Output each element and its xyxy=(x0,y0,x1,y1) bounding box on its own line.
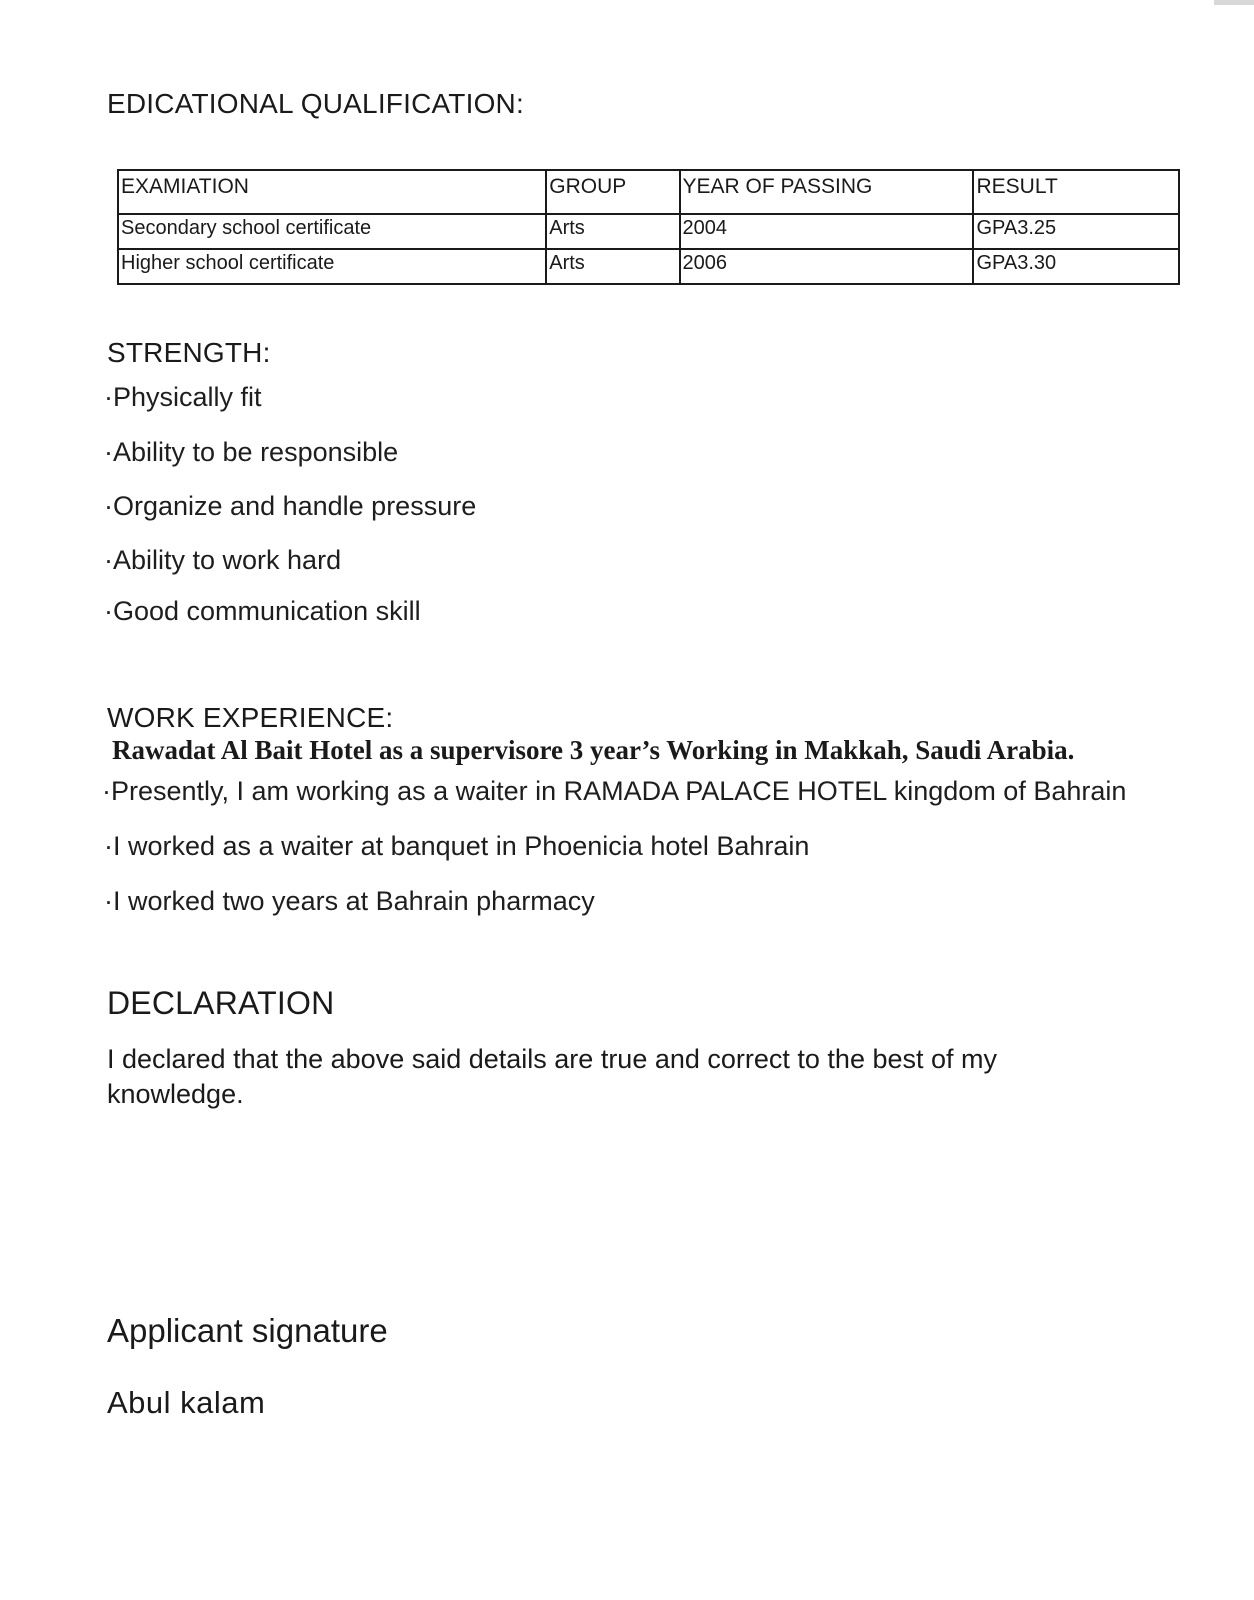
strength-item: ·Physically fit xyxy=(104,382,262,412)
column-header-group: GROUP xyxy=(546,170,679,214)
table-header-row xyxy=(118,170,1179,214)
declaration-text: I declared that the above said details are true and correct to the best of my knowledge. xyxy=(107,1044,998,1109)
table-cell-examination: Higher school certificate xyxy=(118,249,546,284)
corner-mark xyxy=(1214,0,1254,5)
declaration-heading: DECLARATION xyxy=(107,985,335,1021)
work-item: ·I worked as a waiter at banquet in Phoenicia hotel Bahrain xyxy=(104,831,810,861)
table-cell-examination: Secondary school certificate xyxy=(118,214,546,249)
table-cell-result: GPA3.25 xyxy=(973,214,1179,249)
work-item: ·I worked two years at Bahrain pharmacy xyxy=(104,886,595,916)
table-cell-group: Arts xyxy=(546,214,679,249)
education-heading: EDICATIONAL QUALIFICATION: xyxy=(107,88,524,119)
strength-item: ·Ability to work hard xyxy=(104,545,342,575)
work-item: ·Presently, I am working as a waiter in RAMADA PALACE HOTEL kingdom of Bahrain xyxy=(102,776,1127,806)
work-heading: WORK EXPERIENCE: xyxy=(107,702,394,733)
applicant-name: Abul kalam xyxy=(107,1385,266,1420)
education-table xyxy=(117,169,1180,285)
table-cell-year: 2006 xyxy=(680,249,974,284)
table-cell-result: GPA3.30 xyxy=(973,249,1179,284)
signature-label: Applicant signature xyxy=(107,1312,388,1349)
work-highlight: Rawadat Al Bait Hotel as a supervisore 3 year’s Working in Makkah, Saudi Arabia. xyxy=(112,735,1075,765)
column-header-examination: EXAMIATION xyxy=(118,170,546,214)
strength-heading: STRENGTH: xyxy=(107,337,271,368)
table-cell-year: 2004 xyxy=(680,214,974,249)
strength-item: ·Ability to be responsible xyxy=(104,437,399,467)
strength-item: ·Organize and handle pressure xyxy=(104,491,477,521)
table-row xyxy=(118,214,1179,249)
strength-item: ·Good communication skill xyxy=(104,596,421,626)
column-header-result: RESULT xyxy=(973,170,1179,214)
table-cell-group: Arts xyxy=(546,249,679,284)
table-row xyxy=(118,249,1179,284)
column-header-year: YEAR OF PASSING xyxy=(680,170,974,214)
